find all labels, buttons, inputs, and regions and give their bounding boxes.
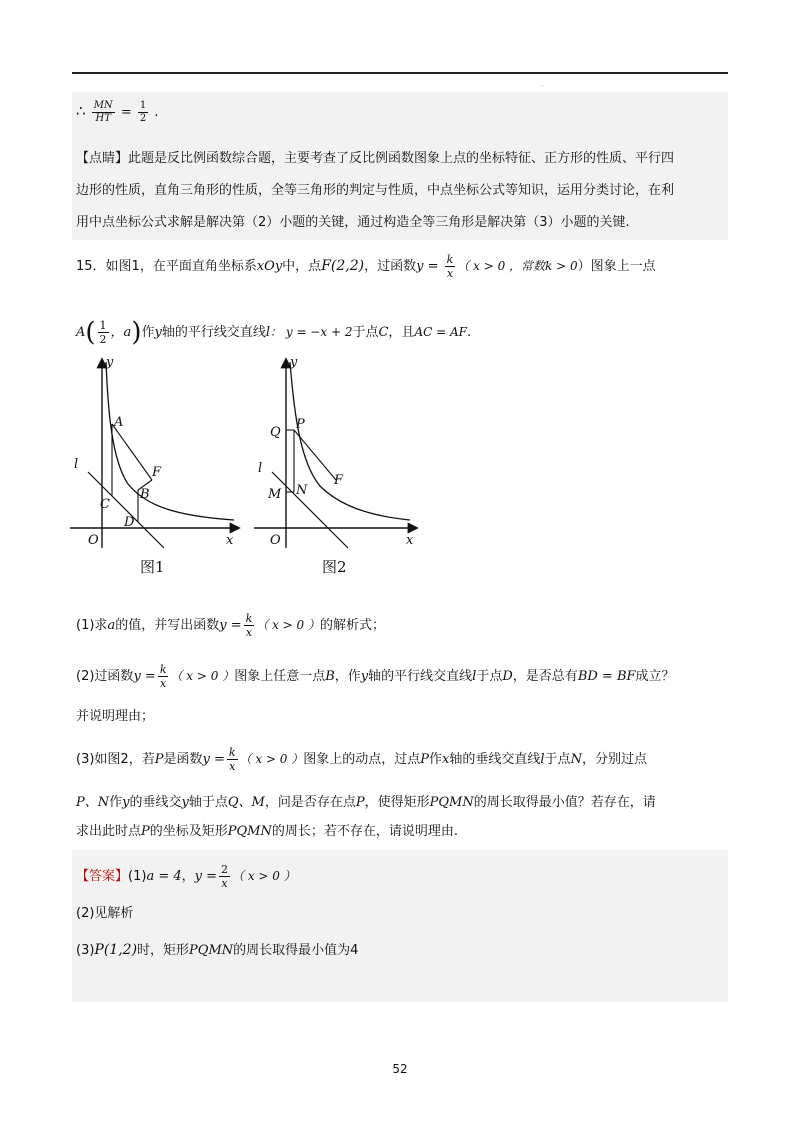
fig1-label-y: y bbox=[106, 355, 114, 370]
fig1-label-D: D bbox=[124, 515, 135, 530]
fig1-curve bbox=[106, 362, 234, 520]
comment-tag: 【点睛】 bbox=[76, 151, 129, 166]
answer-2: (2)见解析 bbox=[76, 906, 134, 921]
figure-2-caption: 图2 bbox=[322, 558, 347, 576]
fig2-label-x: x bbox=[406, 533, 414, 548]
problem-number: 15． bbox=[76, 259, 106, 274]
fig2-label-y: y bbox=[290, 355, 298, 370]
figure-1 bbox=[66, 352, 246, 552]
answer-1: 【答案】(1)a = 4，y = $\frac{2}{x}$ （ x > 0 ） bbox=[76, 863, 296, 890]
question-3-line-2: P、N作y的垂线交y轴于点Q、M，问是否存在点P，使得矩形PQMN的周长取得最小值？若存在，请 bbox=[76, 795, 656, 810]
k-over-x-fraction: $\frac{k}{x}$ bbox=[446, 253, 454, 280]
half-x-fraction: $\frac{1}{2}$ bbox=[99, 319, 107, 346]
fig2-curve bbox=[290, 362, 410, 520]
comment-line-3: 用中点坐标公式求解是解决第（2）小题的关键，通过构造全等三角形是解决第（3）小题的关键. bbox=[76, 215, 630, 230]
fig1-label-x: x bbox=[226, 533, 234, 548]
page-number: 52 bbox=[392, 1062, 408, 1076]
fig1-segment-AF bbox=[112, 424, 152, 480]
fig2-label-l: l bbox=[258, 461, 263, 476]
problem-line-1: 15．如图1，在平面直角坐标系xOy中，点F(2,2)，过函数y = $\frac{k}{x}$ （ x > 0 ，常数k > 0）图象上一点 bbox=[76, 253, 656, 280]
comment-line-2: 边形的性质，直角三角形的性质，全等三角形的判定与性质，中点坐标公式等知识，运用分类讨论，在利 bbox=[76, 183, 675, 198]
conclusion-line: ∴ $\frac{MN}{HT}$ = $\frac{1}{2}$ . bbox=[76, 100, 159, 124]
fig1-label-O: O bbox=[88, 533, 99, 548]
header-mark: · bbox=[541, 82, 544, 91]
figure-2 bbox=[240, 352, 420, 552]
question-2-line-2: 并说明理由； bbox=[76, 709, 155, 724]
half-fraction: $\frac{1}{2}$ bbox=[139, 100, 147, 124]
comment-line-1: 【点睛】此题是反比例函数综合题，主要考查了反比例函数图象上点的坐标特征、正方形的性质、平行四 bbox=[76, 151, 675, 166]
question-3-line-3: 求出此时点P的坐标及矩形PQMN的周长；若不存在，请说明理由. bbox=[76, 824, 459, 839]
question-1: (1)求a的值，并写出函数y = $\frac{k}{x}$ （ x > 0 ）的解析式； bbox=[76, 612, 385, 639]
fig2-label-M: M bbox=[268, 487, 282, 502]
fig2-segment-PF bbox=[294, 430, 336, 480]
mn-ht-fraction: $\frac{MN}{HT}$ bbox=[93, 100, 113, 124]
question-3: (3)如图2，若P是函数y = $\frac{k}{x}$ （ x > 0 ）图象上的动点，过点P作x轴的垂线交直线l于点N，分别过点 bbox=[76, 746, 647, 773]
problem-line-2: A( $\frac{1}{2}$ ，a)作y轴的平行线交直线l： y = −x + 2于点C，且AC = AF. bbox=[76, 317, 472, 348]
fig1-label-C: C bbox=[100, 497, 110, 512]
fig2-label-N: N bbox=[296, 483, 308, 498]
fig1-label-l: l bbox=[74, 457, 79, 472]
header-rule bbox=[72, 72, 728, 74]
answer-tag: 【答案】 bbox=[76, 869, 129, 884]
fig2-label-F: F bbox=[334, 473, 344, 488]
fig1-label-F: F bbox=[152, 465, 162, 480]
fig1-label-B: B bbox=[140, 487, 150, 502]
question-2: (2)过函数y = $\frac{k}{x}$ （ x > 0 ）图象上任意一点B，作y轴的平行线交直线l于点D，是否总有BD = BF成立？ bbox=[76, 663, 675, 690]
answer-3: (3)P(1,2)时，矩形PQMN的周长取得最小值为4 bbox=[76, 942, 359, 958]
fig2-label-Q: Q bbox=[270, 425, 281, 440]
fig2-label-O: O bbox=[270, 533, 281, 548]
fig1-label-A: A bbox=[114, 415, 124, 430]
therefore-sign: ∴ bbox=[76, 102, 86, 120]
figure-1-caption: 图1 bbox=[140, 558, 165, 576]
fig2-label-P: P bbox=[296, 417, 305, 432]
